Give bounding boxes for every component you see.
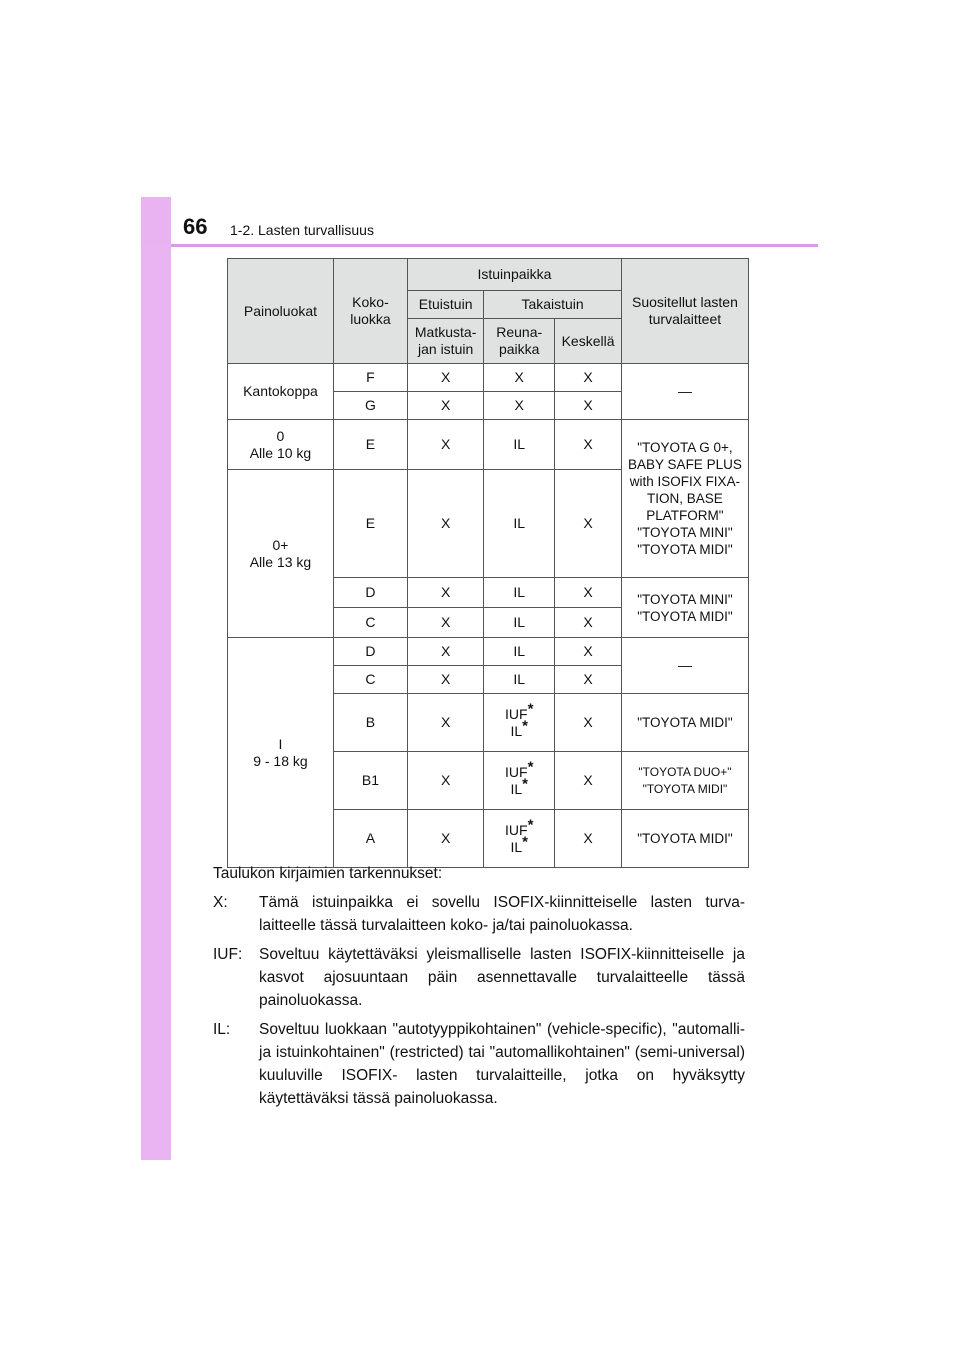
- center-cell: X: [555, 608, 622, 638]
- front-cell: X: [408, 752, 484, 810]
- outer-cell: IUF* IL*: [484, 752, 555, 810]
- front-cell: X: [408, 608, 484, 638]
- outer-cell: IUF* IL*: [484, 694, 555, 752]
- center-cell: X: [555, 694, 622, 752]
- outer-cell: X: [484, 364, 555, 392]
- header-front-seat: Etuistuin: [408, 291, 484, 319]
- group-0: 0 Alle 10 kg: [228, 420, 334, 470]
- header-rear-seat: Takaistuin: [484, 291, 622, 319]
- header-recommended: Suositellut lasten turvalaitteet: [621, 259, 748, 364]
- center-cell: X: [555, 810, 622, 868]
- size-cell: F: [333, 364, 407, 392]
- recommendation-cell: "TOYOTA MIDI": [621, 694, 748, 752]
- page-number: 66: [183, 214, 208, 239]
- size-cell: E: [333, 470, 407, 578]
- table-legend: [213, 862, 745, 1116]
- center-cell: X: [555, 578, 622, 608]
- center-cell: X: [555, 638, 622, 666]
- front-cell: X: [408, 578, 484, 608]
- outer-cell: IL: [484, 578, 555, 608]
- legend-item-iuf: IUF: Soveltuu käytettäväksi yleismalliselle lasten ISOFIX-kiinnitteiselle ja kasvot ajosuuntaan päin asennettavalle turvalaitteelle tässä painoluokassa.: [213, 946, 745, 1009]
- outer-cell: IL: [484, 638, 555, 666]
- header-divider: [171, 244, 818, 247]
- outer-cell: IL: [484, 470, 555, 578]
- table-row: [228, 364, 749, 392]
- header-color-tab: [141, 197, 171, 245]
- legend-item-il: IL: Soveltuu luokkaan "autotyyppikohtainen" (vehicle-specific), "automalli- ja istuinkohtainen" (restricted) tai "automallikohtainen" (semi-universal) kuuluville ISOFIX- lasten turvalaitteille, jotka on hyväksytty käytettäväksi tässä painoluokassa.: [213, 1021, 745, 1107]
- group-1: I 9 - 18 kg: [228, 638, 334, 868]
- header-center-seat: Keskellä: [555, 319, 622, 364]
- front-cell: X: [408, 694, 484, 752]
- front-cell: X: [408, 392, 484, 420]
- outer-cell: IL: [484, 608, 555, 638]
- size-cell: G: [333, 392, 407, 420]
- front-cell: X: [408, 810, 484, 868]
- size-cell: C: [333, 666, 407, 694]
- group-0plus: 0+ Alle 13 kg: [228, 470, 334, 638]
- size-cell: B1: [333, 752, 407, 810]
- recommendation-cell: —: [621, 364, 748, 420]
- center-cell: X: [555, 364, 622, 392]
- size-cell: B: [333, 694, 407, 752]
- outer-cell: IL: [484, 420, 555, 470]
- outer-cell: IUF* IL*: [484, 810, 555, 868]
- size-cell: E: [333, 420, 407, 470]
- header-seat-position: Istuinpaikka: [408, 259, 622, 291]
- isofix-compatibility-table: [227, 258, 749, 868]
- side-color-band: [141, 197, 171, 1160]
- header-outer-seat: Reuna- paikka: [484, 319, 555, 364]
- center-cell: X: [555, 392, 622, 420]
- center-cell: X: [555, 666, 622, 694]
- recommendation-cell: "TOYOTA MIDI": [621, 810, 748, 868]
- front-cell: X: [408, 470, 484, 578]
- header-passenger-seat: Matkusta- jan istuin: [408, 319, 484, 364]
- table-row: [228, 638, 749, 666]
- size-cell: C: [333, 608, 407, 638]
- recommendation-cell: "TOYOTA DUO+" "TOYOTA MIDI": [621, 752, 748, 810]
- recommendation-cell: "TOYOTA G 0+, BABY SAFE PLUS with ISOFIX FIXA-TION, BASE PLATFORM" "TOYOTA MINI" "TOYOTA MIDI": [621, 420, 748, 578]
- size-cell: D: [333, 578, 407, 608]
- center-cell: X: [555, 752, 622, 810]
- front-cell: X: [408, 638, 484, 666]
- legend-intro: Taulukon kirjaimien tarkennukset:: [213, 865, 443, 882]
- header-weight-class: Painoluokat: [228, 259, 334, 364]
- front-cell: X: [408, 420, 484, 470]
- size-cell: D: [333, 638, 407, 666]
- header-size-class: Koko- luokka: [333, 259, 407, 364]
- section-title: 1-2. Lasten turvallisuus: [230, 222, 374, 238]
- center-cell: X: [555, 470, 622, 578]
- outer-cell: IL: [484, 666, 555, 694]
- table-row: [228, 420, 749, 470]
- front-cell: X: [408, 666, 484, 694]
- size-cell: A: [333, 810, 407, 868]
- legend-item-x: X: Tämä istuinpaikka ei sovellu ISOFIX-kiinnitteiselle lasten turva-laitteelle tässä turvalaitteen koko- ja/tai painoluokassa.: [213, 894, 745, 934]
- center-cell: X: [555, 420, 622, 470]
- outer-cell: X: [484, 392, 555, 420]
- recommendation-cell: "TOYOTA MINI" "TOYOTA MIDI": [621, 578, 748, 638]
- recommendation-cell: —: [621, 638, 748, 694]
- front-cell: X: [408, 364, 484, 392]
- group-carrycot: Kantokoppa: [228, 364, 334, 420]
